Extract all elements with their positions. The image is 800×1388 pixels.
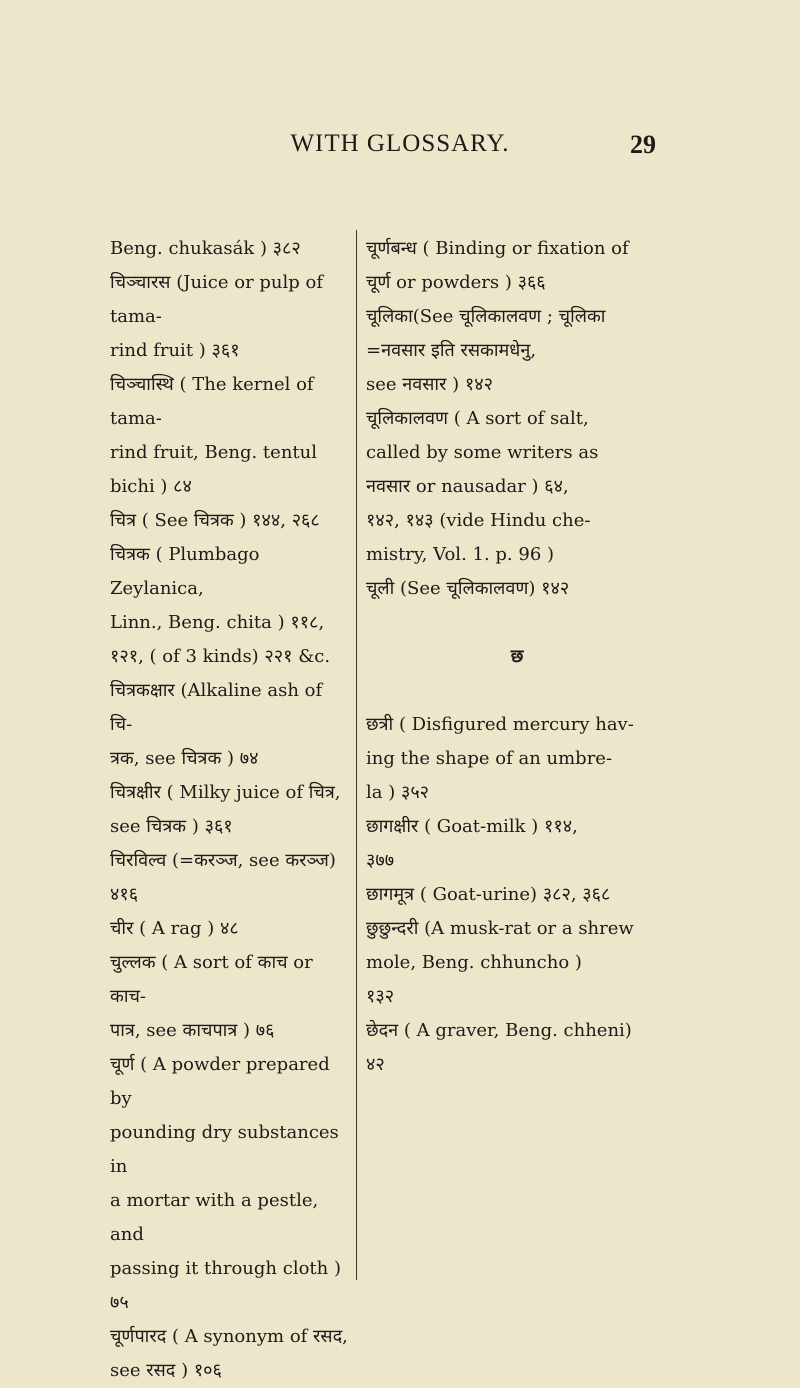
glossary-line: चूर्ण ( A powder prepared by: [110, 1054, 330, 1109]
spacer: [366, 674, 668, 708]
glossary-line: १३२: [366, 986, 395, 1007]
glossary-line: १२१, ( of 3 kinds) २२१ &c.: [110, 646, 331, 667]
glossary-line: छेदन ( A graver, Beng. chheni): [366, 1020, 632, 1041]
glossary-line: pounding dry substances in: [110, 1122, 339, 1177]
glossary-line: called by some writers as: [366, 442, 599, 463]
glossary-line: ing the shape of an umbre-: [366, 748, 613, 769]
glossary-line: छागमूत्र ( Goat-urine) ३८२, ३६८: [366, 884, 611, 905]
glossary-line: छुछुन्दरी (A musk-rat or a shrew: [366, 918, 634, 939]
glossary-line: चिञ्चास्थि ( The kernel of tama-: [110, 374, 314, 429]
glossary-line: =नवसार इति रसकामधेनु,: [366, 340, 537, 361]
column-divider: [356, 230, 357, 1280]
glossary-line: चूर्ण or powders ) ३६६: [366, 272, 546, 293]
glossary-line: bichi ) ८४: [110, 476, 192, 497]
glossary-line: चूर्णबन्ध ( Binding or fixation of: [366, 238, 629, 259]
glossary-line: चित्र ( See चित्रक ) १४४, २६८: [110, 510, 320, 531]
glossary-line: छत्री ( Disfigured mercury hav-: [366, 714, 634, 735]
glossary-line: ३७७: [366, 850, 395, 871]
glossary-line: चित्रक ( Plumbago Zeylanica,: [110, 544, 260, 599]
spacer: [366, 606, 668, 640]
left-column: [110, 232, 348, 1388]
glossary-line: see नवसार ) १४२: [366, 374, 493, 395]
section-letter: छ: [510, 646, 524, 667]
glossary-line: rind fruit, Beng. tentul: [110, 442, 317, 463]
glossary-line: चीर ( A rag ) ४८: [110, 918, 239, 939]
glossary-line: a mortar with a pestle, and: [110, 1190, 319, 1245]
page-number: 29: [630, 130, 656, 159]
glossary-line: चूली (See चूलिकालवण) १४२: [366, 578, 570, 599]
glossary-line: ७५: [110, 1292, 129, 1313]
glossary-line: चिञ्चारस (Juice or pulp of tama-: [110, 272, 324, 327]
glossary-line: mistry, Vol. 1. p. 96 ): [366, 544, 555, 565]
glossary-line: Beng. chukasák ) ३८२: [110, 238, 301, 259]
glossary-line: passing it through cloth ): [110, 1258, 341, 1279]
glossary-line: पात्र, see काचपात्र ) ७६: [110, 1020, 275, 1041]
right-column: [366, 232, 668, 1082]
glossary-line: चूलिका(See चूलिकालवण ; चूलिका: [366, 306, 606, 327]
glossary-line: चिरविल्व (=करञ्ज, see करञ्ज) ४१६: [110, 850, 336, 905]
glossary-line: rind fruit ) ३६१: [110, 340, 240, 361]
glossary-line: चित्रकक्षार (Alkaline ash of चि-: [110, 680, 323, 735]
glossary-line: १४२, १४३ (vide Hindu che-: [366, 510, 591, 531]
glossary-line: see चित्रक ) ३६१: [110, 816, 233, 837]
glossary-line: see रसद ) १०६: [110, 1360, 222, 1381]
glossary-line: नवसार or nausadar ) ६४,: [366, 476, 569, 497]
glossary-line: la ) ३५२: [366, 782, 430, 803]
glossary-line: चूलिकालवण ( A sort of salt,: [366, 408, 589, 429]
glossary-line: चित्रक्षीर ( Milky juice of चित्र,: [110, 782, 341, 803]
page-header: [0, 130, 800, 170]
glossary-line: छागक्षीर ( Goat-milk ) ११४,: [366, 816, 578, 837]
glossary-line: चूर्णपारद ( A synonym of रसद,: [110, 1326, 348, 1347]
running-title: WITH GLOSSARY.: [290, 130, 510, 157]
glossary-line: Linn., Beng. chita ) ११८,: [110, 612, 325, 633]
glossary-line: mole, Beng. chhuncho ): [366, 952, 582, 973]
glossary-line: ४२: [366, 1054, 385, 1075]
glossary-line: चुल्लक ( A sort of काच or काच-: [110, 952, 313, 1007]
glossary-line: त्रक, see चित्रक ) ७४: [110, 748, 259, 769]
